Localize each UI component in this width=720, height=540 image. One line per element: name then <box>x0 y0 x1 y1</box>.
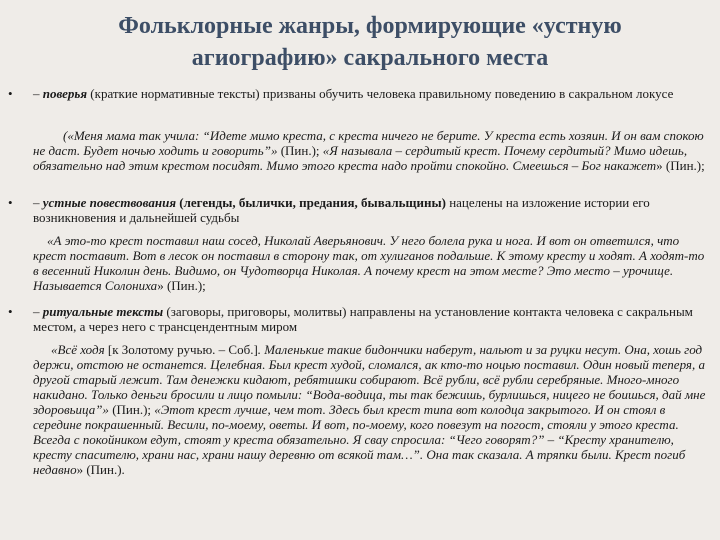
section-narratives-description: – устные повествования (легенды, былички, предания, бывальщины) нацелены на изложение истории его возникновения и дальнейшей судьбы <box>33 195 650 225</box>
section-narratives-quote: «А это-то крест поставил наш сосед, Николай Аверьянович. У него болела рука и нога. И вот он ответился, что крест поставит. Вот в лесок он поставил в сторону так, от хулиганов подальше. К этому кресту и ходят. А ходят-то в весенний Николин день. Видимо, он Чудотворца Николая. А почему крест на этом месте? Это место – урочище. Называется Солониха» (Пин.); <box>33 233 705 293</box>
term-beliefs: поверья <box>42 86 88 101</box>
section-ritual-description: – ритуальные тексты (заговоры, приговоры, молитвы) направлены на установление контакта человека с сакральным местом, а через него с трансцендентным миром <box>33 304 693 334</box>
slide-title <box>40 10 700 74</box>
term-ritual-texts: ритуальные тексты <box>42 304 164 319</box>
bullet-icon: • <box>8 304 13 319</box>
title-line-1: Фольклорные жанры, формирующие «устную <box>118 13 622 39</box>
narrative-genres: (легенды, былички, предания, бывальщины) <box>176 195 446 210</box>
term-narratives: устные повествования <box>42 195 177 210</box>
bullet-icon: • <box>8 195 13 210</box>
section-ritual-quote: «Всё ходя [к Золотому ручью. – Соб.]. Маленькие такие бидончики наберут, нальют и за руцки несут. Она, хошь год держи, отстою не останется. Целебная. Был крест худой, сломался, ак кто-то ноцью поставил. Один новый теперя, а другой старый лежит. Там денежки кидают, ребятишки собирают. Всё рубли, всё рубли серебряные. Много-много накидано. Только деньги бросили и лицо помыли: “Вода-водица, ты так бежишь, бурлишься, ницего не боишься, дай мне здоровьица”» (Пин.); «Этот крест лучше, чем тот. Здесь был крест типа вот колодца закрытого. И он стоял в середине покрашенный. Весили, по-моему, оветы. И вот, по-моему, кого повезут на погост, стояли у этого креста. Всегда с покойником едут, стоят у креста обязательно. Я свау спросила: “Чего говорят?” – “Кресту хранителю, кресту спасителю, храни нас, храни нашу деревню от всякой там…”. Она так сказала. А тряпки были. Крест погиб недавно» (Пин.). <box>33 342 706 477</box>
bullet-icon: • <box>8 86 13 101</box>
section-beliefs-description: – поверья (краткие нормативные тексты) призваны обучить человека правильному поведению в сакральном локусе <box>33 86 674 101</box>
section-beliefs-quote: («Меня мама так учила: “Идете мимо креста, с креста ничего не берите. У креста есть хозяин. И он вам спокою не даст. Будет ночью ходить и говорить”» (Пин.); «Я называла – сердитый крест. Почему сердитый? Мимо идешь, обязательно над этим крестом посидят. Мимо этого креста надо пройти спокойно. Смеешься – Бог накажет» (Пин.); <box>33 128 705 173</box>
title-line-2: агиографию» сакрального места <box>191 45 549 71</box>
